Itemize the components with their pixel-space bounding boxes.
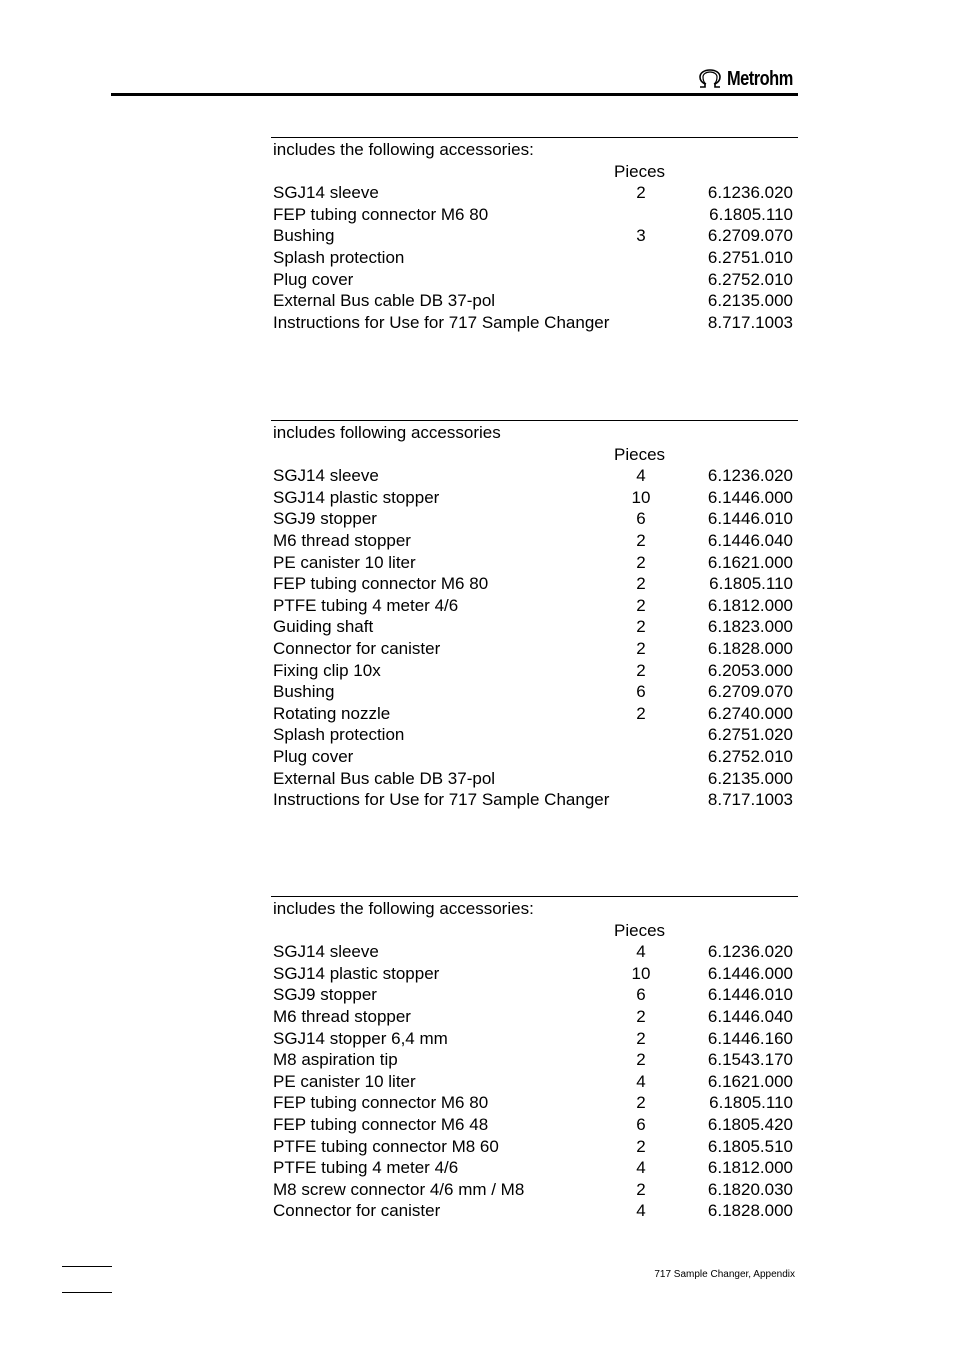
accessory-row: [271, 312, 798, 334]
item-order-number: 6.1236.020: [707, 183, 793, 203]
item-list: [271, 941, 798, 1222]
item-name: SGJ9 stopper: [273, 509, 377, 529]
item-pieces: 4: [636, 942, 646, 962]
item-name: PE canister 10 liter: [273, 1071, 416, 1091]
item-pieces: 2: [636, 552, 646, 572]
item-order-number: 6.2135.000: [707, 768, 793, 788]
item-name: M8 screw connector 4/6 mm / M8: [273, 1179, 525, 1199]
item-order-number: 6.1823.000: [707, 617, 793, 637]
item-order-number: 6.1820.030: [707, 1179, 793, 1199]
item-order-number: 6.1812.000: [707, 1158, 793, 1178]
item-order-number: 6.2740.000: [707, 703, 793, 723]
accessory-row: [271, 465, 798, 487]
accessory-row: [271, 269, 798, 291]
pieces-label: Pieces: [614, 161, 666, 181]
item-name: SGJ14 sleeve: [273, 942, 379, 962]
item-pieces: 4: [636, 1201, 646, 1221]
item-order-number: 6.2135.000: [707, 291, 793, 311]
item-order-number: 6.2709.070: [707, 682, 793, 702]
pieces-header: [271, 920, 798, 942]
item-order-number: 6.1446.010: [707, 509, 793, 529]
item-pieces: 2: [636, 1179, 646, 1199]
item-name: M8 aspiration tip: [273, 1050, 398, 1070]
item-order-number: 6.1446.000: [707, 487, 793, 507]
accessory-row: [271, 1028, 798, 1050]
item-name: FEP tubing connector M6 48: [273, 1114, 489, 1134]
item-name: Connector for canister: [273, 1201, 441, 1221]
pieces-header: [271, 161, 798, 183]
accessory-row: [271, 963, 798, 985]
item-order-number: 6.1446.010: [707, 985, 793, 1005]
item-pieces: 2: [636, 183, 646, 203]
item-pieces: 6: [636, 682, 646, 702]
item-pieces: 2: [636, 660, 646, 680]
footer-text: 717 Sample Changer, Appendix: [654, 1269, 795, 1280]
section-intro: includes following accessories: [273, 423, 501, 442]
item-order-number: 6.1446.040: [707, 530, 793, 550]
item-order-number: 6.1621.000: [707, 1071, 793, 1091]
accessory-row: [271, 724, 798, 746]
pieces-label: Pieces: [614, 444, 666, 464]
item-pieces: 2: [636, 638, 646, 658]
accessory-row: [271, 1179, 798, 1201]
item-order-number: 6.1805.420: [707, 1114, 793, 1134]
item-name: SGJ14 sleeve: [273, 466, 379, 486]
item-order-number: 6.2053.000: [707, 660, 793, 680]
accessory-row: [271, 1006, 798, 1028]
accessory-section-1: [271, 137, 798, 333]
item-name: External Bus cable DB 37-pol: [273, 291, 496, 311]
item-name: Plug cover: [273, 269, 354, 289]
item-name: PTFE tubing connector M8 60: [273, 1136, 499, 1156]
accessory-row: [271, 1049, 798, 1071]
item-name: FEP tubing connector M6 80: [273, 204, 489, 224]
item-order-number: 6.2751.020: [707, 725, 793, 745]
item-order-number: 6.2752.010: [707, 746, 793, 766]
item-pieces: 4: [636, 466, 646, 486]
item-name: Bushing: [273, 226, 335, 246]
item-name: FEP tubing connector M6 80: [273, 574, 489, 594]
logo-text: Metrohm: [727, 67, 793, 90]
item-order-number: 6.2709.070: [707, 226, 793, 246]
item-name: Fixing clip 10x: [273, 660, 381, 680]
item-name: SGJ14 plastic stopper: [273, 487, 440, 507]
item-order-number: 6.1805.510: [707, 1136, 793, 1156]
accessory-row: [271, 616, 798, 638]
item-name: SGJ9 stopper: [273, 985, 377, 1005]
accessory-section-3: [271, 896, 798, 1222]
item-name: Bushing: [273, 682, 335, 702]
item-order-number: 6.1621.000: [707, 552, 793, 572]
accessory-row: [271, 984, 798, 1006]
footer-rule-top: [62, 1266, 112, 1267]
item-pieces: 2: [636, 1136, 646, 1156]
item-pieces: 2: [636, 595, 646, 615]
item-order-number: 6.2752.010: [707, 269, 793, 289]
item-pieces: 2: [636, 1050, 646, 1070]
item-order-number: 6.1236.020: [707, 466, 793, 486]
item-order-number: 6.1446.040: [707, 1006, 793, 1026]
accessory-row: [271, 290, 798, 312]
accessory-row: [271, 552, 798, 574]
item-name: Rotating nozzle: [273, 703, 391, 723]
metrohm-logo: [697, 66, 807, 92]
item-name: Plug cover: [273, 746, 354, 766]
accessory-row: [271, 768, 798, 790]
accessory-row: [271, 1071, 798, 1093]
accessory-row: [271, 225, 798, 247]
accessory-row: [271, 681, 798, 703]
item-name: M6 thread stopper: [273, 1006, 411, 1026]
item-order-number: 6.1543.170: [707, 1050, 793, 1070]
item-pieces: 6: [636, 509, 646, 529]
accessory-row: [271, 1136, 798, 1158]
item-name: External Bus cable DB 37-pol: [273, 768, 496, 788]
accessory-row: [271, 1157, 798, 1179]
item-order-number: 6.1446.160: [707, 1028, 793, 1048]
accessory-section-2: [271, 420, 798, 811]
item-order-number: 6.1812.000: [707, 595, 793, 615]
accessory-row: [271, 1114, 798, 1136]
item-name: Connector for canister: [273, 638, 441, 658]
accessory-row: [271, 204, 798, 226]
item-pieces: 2: [636, 1093, 646, 1113]
item-name: SGJ14 plastic stopper: [273, 963, 440, 983]
item-name: SGJ14 stopper 6,4 mm: [273, 1028, 448, 1048]
item-order-number: 6.1805.110: [709, 204, 793, 224]
accessory-row: [271, 247, 798, 269]
metrohm-omega-icon: [697, 69, 723, 89]
item-pieces: 2: [636, 1028, 646, 1048]
item-order-number: 6.1805.110: [709, 574, 793, 594]
item-order-number: 8.717.1003: [707, 790, 793, 810]
accessory-row: [271, 487, 798, 509]
accessory-row: [271, 941, 798, 963]
accessory-row: [271, 573, 798, 595]
item-pieces: 10: [631, 487, 651, 507]
item-name: Instructions for Use for 717 Sample Changer: [273, 790, 610, 810]
pieces-header: [271, 444, 798, 466]
item-order-number: 6.1446.000: [707, 963, 793, 983]
item-pieces: 2: [636, 530, 646, 550]
accessory-row: [271, 530, 798, 552]
item-pieces: 2: [636, 574, 646, 594]
accessory-row: [271, 1092, 798, 1114]
item-name: Splash protection: [273, 725, 405, 745]
section-intro: includes the following accessories:: [273, 140, 534, 159]
item-list: [271, 465, 798, 811]
item-name: PTFE tubing 4 meter 4/6: [273, 595, 459, 615]
item-order-number: 6.1805.110: [709, 1093, 793, 1113]
item-pieces: 2: [636, 703, 646, 723]
accessory-row: [271, 595, 798, 617]
item-pieces: 3: [636, 226, 646, 246]
item-pieces: 6: [636, 1114, 646, 1134]
section-intro: includes the following accessories:: [273, 899, 534, 918]
accessory-row: [271, 703, 798, 725]
item-name: PTFE tubing 4 meter 4/6: [273, 1158, 459, 1178]
item-name: Guiding shaft: [273, 617, 374, 637]
item-list: [271, 182, 798, 333]
accessory-row: [271, 1200, 798, 1222]
footer-rule-bottom: [62, 1292, 112, 1293]
accessory-row: [271, 660, 798, 682]
item-pieces: 4: [636, 1071, 646, 1091]
accessory-row: [271, 746, 798, 768]
item-order-number: 6.2751.010: [707, 247, 793, 267]
item-pieces: 2: [636, 617, 646, 637]
pieces-label: Pieces: [614, 920, 666, 940]
item-name: PE canister 10 liter: [273, 552, 416, 572]
accessory-row: [271, 182, 798, 204]
item-name: FEP tubing connector M6 80: [273, 1093, 489, 1113]
item-order-number: 6.1236.020: [707, 942, 793, 962]
item-pieces: 6: [636, 985, 646, 1005]
item-order-number: 8.717.1003: [707, 312, 793, 332]
item-name: SGJ14 sleeve: [273, 183, 379, 203]
item-name: Splash protection: [273, 247, 405, 267]
accessory-row: [271, 508, 798, 530]
item-order-number: 6.1828.000: [707, 638, 793, 658]
header-rule: [111, 93, 798, 96]
item-name: M6 thread stopper: [273, 530, 411, 550]
item-pieces: 10: [631, 963, 651, 983]
item-pieces: 4: [636, 1158, 646, 1178]
item-name: Instructions for Use for 717 Sample Changer: [273, 312, 610, 332]
item-order-number: 6.1828.000: [707, 1201, 793, 1221]
item-pieces: 2: [636, 1006, 646, 1026]
accessory-row: [271, 789, 798, 811]
accessory-row: [271, 638, 798, 660]
